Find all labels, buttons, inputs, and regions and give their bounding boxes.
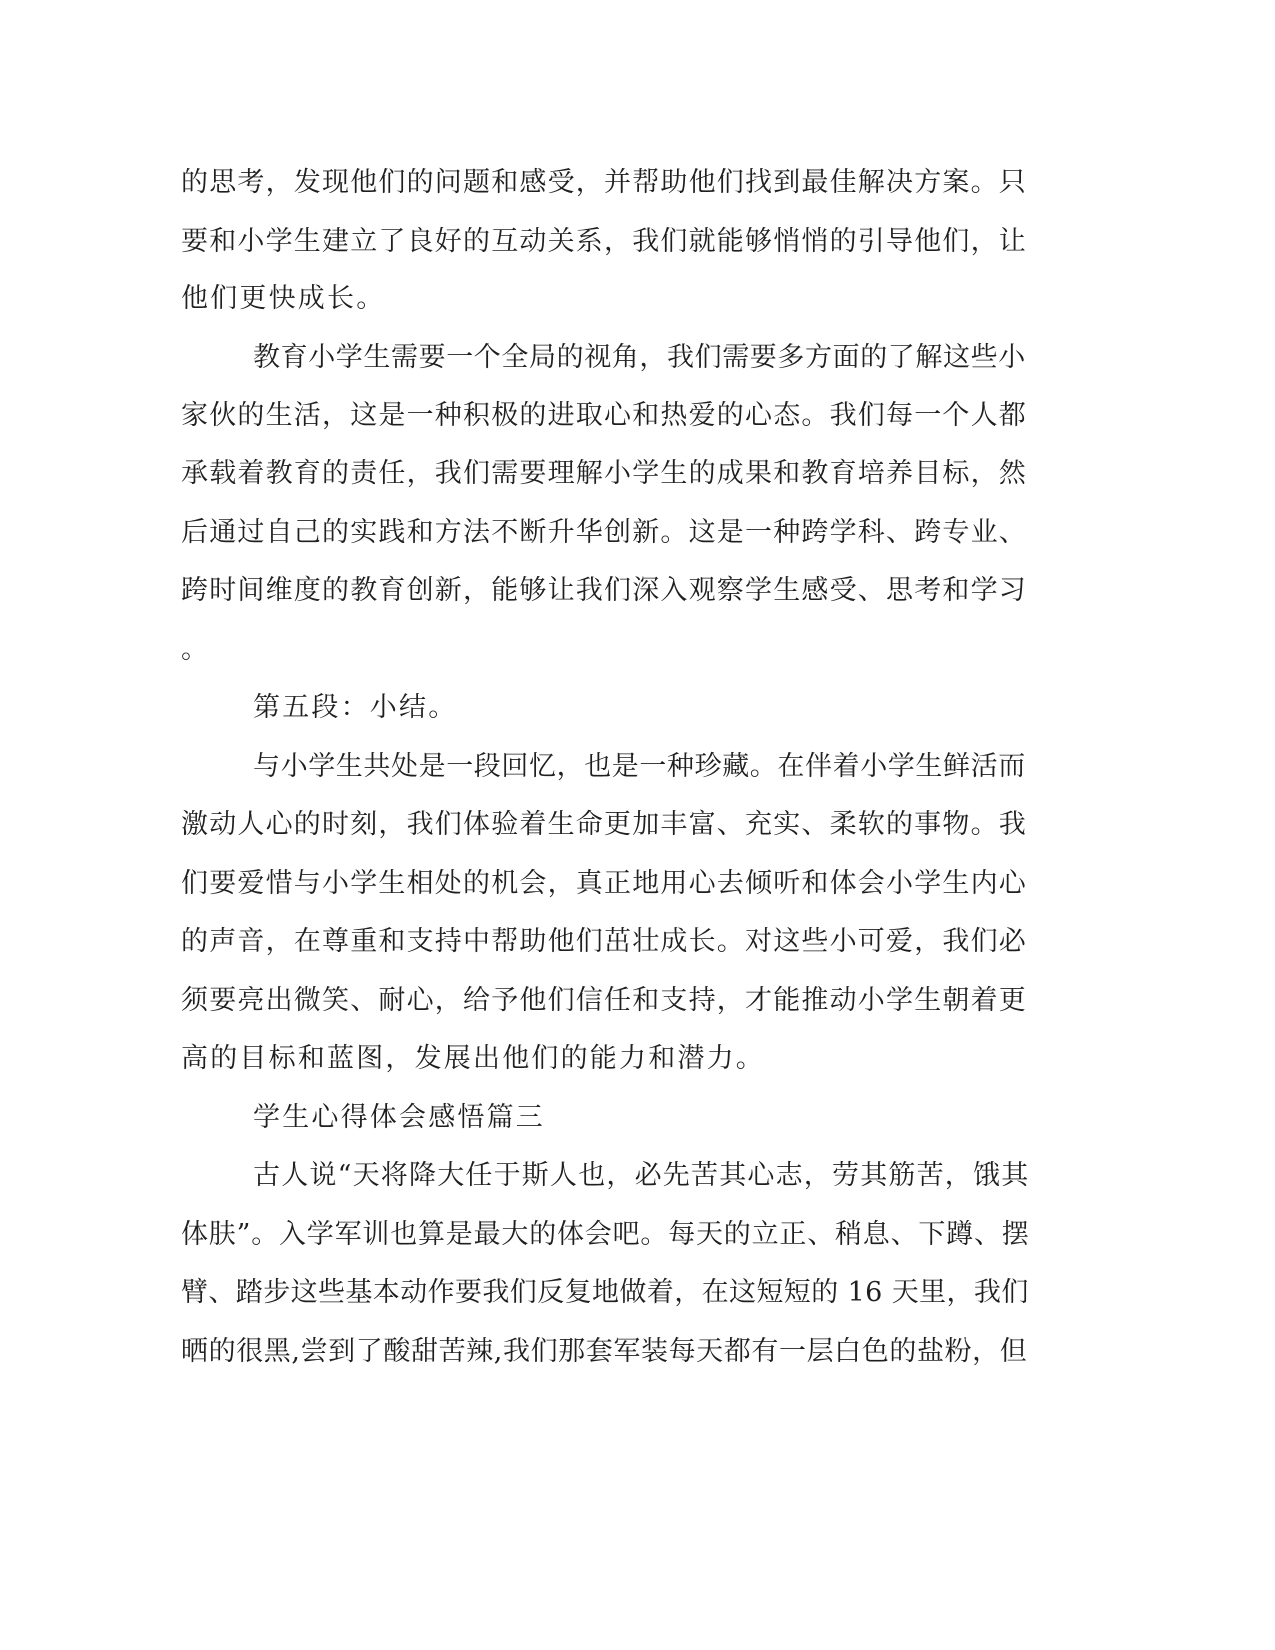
text-line: 家伙的生活，这是一种积极的进取心和热爱的心态。我们每一个人都 bbox=[181, 400, 1027, 431]
text-line: 他们更快成长。 bbox=[181, 283, 386, 314]
text-line: 的思考，发现他们的问题和感受，并帮助他们找到最佳解决方案。只 bbox=[181, 167, 1027, 198]
text-line: 承载着教育的责任，我们需要理解小学生的成果和教育培养目标，然 bbox=[181, 458, 1027, 489]
text-line: 须要亮出微笑、耐心，给予他们信任和支持，才能推动小学生朝着更 bbox=[181, 985, 1027, 1016]
paragraph-first-line: 与小学生共处是一段回忆，也是一种珍藏。在伴着小学生鲜活而 bbox=[253, 751, 1026, 782]
text-line: 们要爱惜与小学生相处的机会，真正地用心去倾听和体会小学生内心 bbox=[181, 868, 1027, 899]
paragraph-first-line: 教育小学生需要一个全局的视角，我们需要多方面的了解这些小 bbox=[253, 342, 1026, 373]
text-line: 激动人心的时刻，我们体验着生命更加丰富、充实、柔软的事物。我 bbox=[181, 809, 1027, 840]
section-title: 学生心得体会感悟篇三 bbox=[253, 1102, 545, 1133]
text-line: 跨时间维度的教育创新，能够让我们深入观察学生感受、思考和学习 bbox=[181, 575, 1027, 606]
section-heading: 第五段：小结。 bbox=[253, 692, 458, 723]
text-line: 高的目标和蓝图，发展出他们的能力和潜力。 bbox=[181, 1043, 765, 1074]
text-line: 晒的很黑,尝到了酸甜苦辣,我们那套军装每天都有一层白色的盐粉，但 bbox=[181, 1336, 1028, 1367]
text-line: 要和小学生建立了良好的互动关系，我们就能够悄悄的引导他们，让 bbox=[181, 226, 1027, 257]
text-line: 的声音，在尊重和支持中帮助他们茁壮成长。对这些小可爱，我们必 bbox=[181, 926, 1027, 957]
text-line: 。 bbox=[181, 634, 211, 665]
paragraph-first-line: 古人说“天将降大任于斯人也，必先苦其心志，劳其筋苦，饿其 bbox=[253, 1160, 1030, 1191]
text-line: 臂、踏步这些基本动作要我们反复地做着，在这短短的 16 天里，我们 bbox=[181, 1277, 1029, 1308]
text-line: 后通过自己的实践和方法不断升华创新。这是一种跨学科、跨专业、 bbox=[181, 517, 1027, 548]
text-line: 体肤”。入学军训也算是最大的体会吧。每天的立正、稍息、下蹲、摆 bbox=[181, 1219, 1030, 1250]
